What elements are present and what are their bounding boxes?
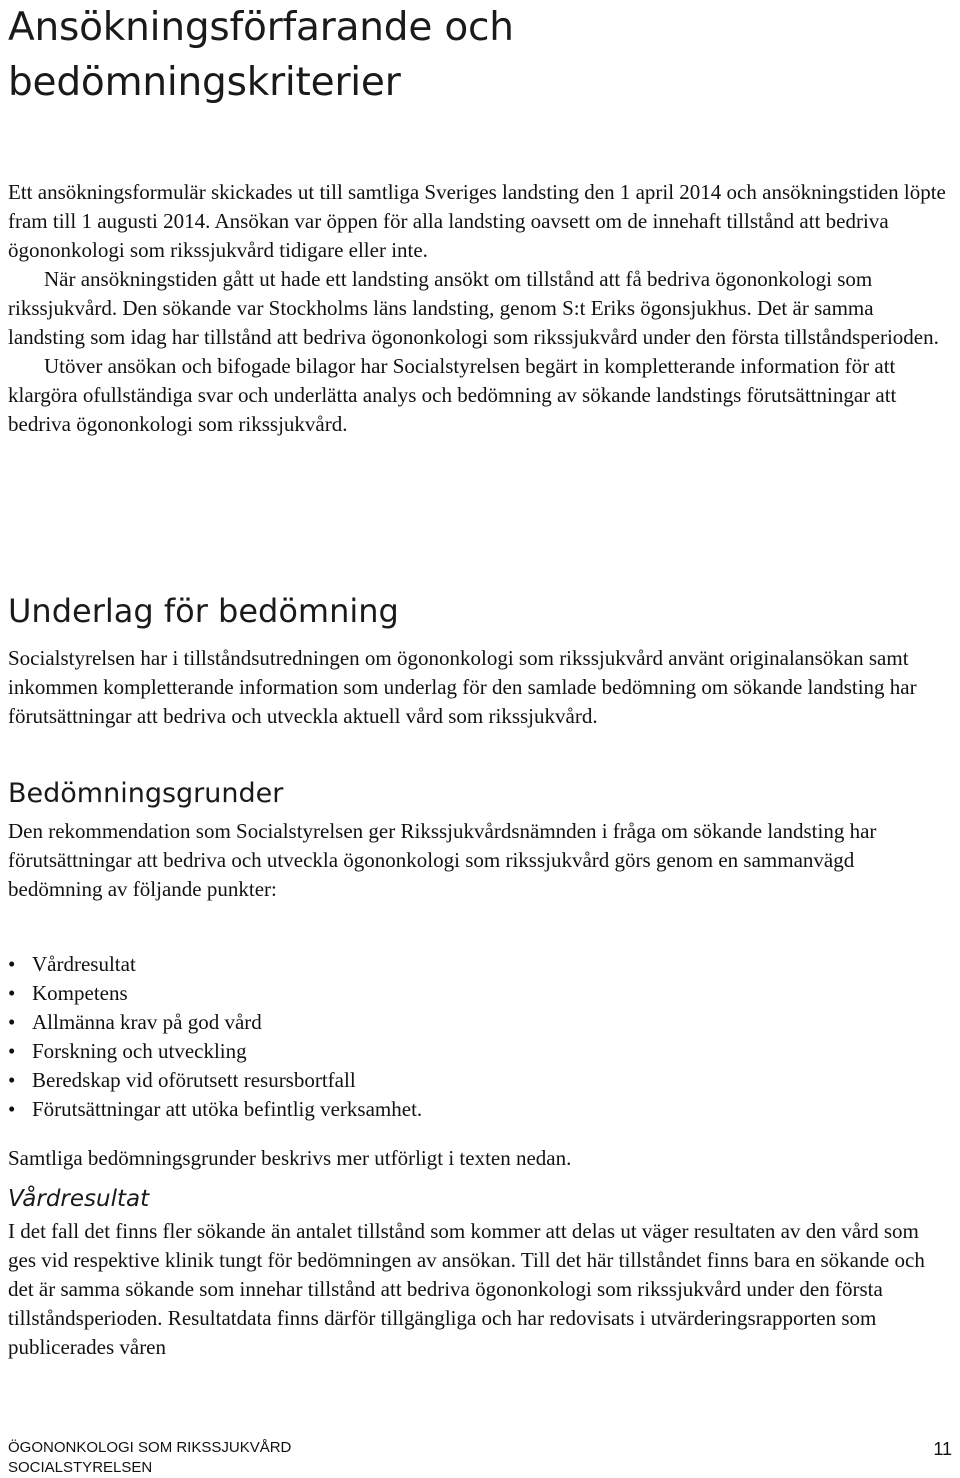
criteria-list <box>8 950 422 1124</box>
list-item <box>8 979 422 1008</box>
page-number: 11 <box>933 1439 952 1459</box>
intro-paragraph-1: Ett ansökningsformulär skickades ut till samtliga Sveriges landsting den 1 april 2014 och ansökningstiden löpte fram till 1 augusti 2014. Ansökan var öppen för alla landsting oavsett om de innehaft tillstånd att bedriva ögononkologi som rikssjukvård tidigare eller inte. <box>8 180 946 262</box>
intro-paragraph-2: När ansökningstiden gått ut hade ett landsting ansökt om tillstånd att få bedriva ögononkologi som rikssjukvård. Den sökande var Stockholms läns landsting, genom S:t Eriks ögonsjukhus. Det är samma landsting som idag har tillstånd att bedriva ögononkologi som rikssjukvård under den första tillståndsperioden. <box>8 267 939 349</box>
page-title-line-1: Ansökningsförfarande och <box>8 5 514 50</box>
list-item-label: Vårdresultat <box>32 952 136 976</box>
list-item-label: Allmänna krav på god vård <box>32 1010 262 1034</box>
list-item <box>8 1095 422 1124</box>
intro-paragraph-3: Utöver ansökan och bifogade bilagor har Socialstyrelsen begärt in kompletterande information för att klargöra ofullständiga svar och underlätta analys och bedömning av sökande landstings förutsättningar att bedriva ögononkologi som rikssjukvård. <box>8 354 897 436</box>
list-item-label: Kompetens <box>32 981 128 1005</box>
heading-underlag: Underlag för bedömning <box>8 592 399 630</box>
list-item <box>8 1037 422 1066</box>
list-item <box>8 950 422 979</box>
document-page <box>8 0 952 1359</box>
vardresultat-paragraph: I det fall det finns fler sökande än antalet tillstånd som kommer att delas ut väger resultaten av den vård som ges vid respektive klinik tungt för bedömningen av ansökan. Till det här tillståndet finns bara en sökande och det är samma sökande som innehar tillstånd att bedriva ögononkologi som rikssjukvård under den första tillståndsperioden. Resultatdata finns därför tillgängliga och har redovisats i utvärderingsrapporten som publicerades våren <box>8 1219 925 1359</box>
list-item <box>8 1066 422 1095</box>
bedomningsgrunder-summary: Samtliga bedömningsgrunder beskrivs mer utförligt i texten nedan. <box>8 1146 572 1170</box>
bullet-icon: • <box>8 1039 16 1063</box>
bullet-icon: • <box>8 1010 16 1034</box>
page-title-line-2: bedömningskriterier <box>8 60 401 105</box>
page-footer <box>8 1438 291 1478</box>
heading-bedomningsgrunder: Bedömningsgrunder <box>8 778 284 809</box>
bedomningsgrunder-paragraph: Den rekommendation som Socialstyrelsen ger Rikssjukvårdsnämnden i fråga om sökande landsting har förutsättningar att bedriva och utveckla ögononkologi som rikssjukvård görs genom en sammanvägd bedömning av följande punkter: <box>8 819 877 901</box>
bullet-icon: • <box>8 1097 16 1121</box>
bullet-icon: • <box>8 1068 16 1092</box>
bullet-icon: • <box>8 952 16 976</box>
footer-report-title: ÖGONONKOLOGI SOM RIKSSJUKVÅRD <box>8 1439 292 1456</box>
underlag-paragraph: Socialstyrelsen har i tillståndsutredningen om ögononkologi som rikssjukvård använt originalansökan samt inkommen kompletterande information som underlag för den samlade bedömning om sökande landsting har förutsättningar att bedriva och utveckla aktuell vård som rikssjukvård. <box>8 646 917 728</box>
footer-publisher: SOCIALSTYRELSEN <box>8 1459 153 1476</box>
list-item-label: Beredskap vid oförutsett resursbortfall <box>32 1068 356 1092</box>
list-item <box>8 1008 422 1037</box>
list-item-label: Forskning och utveckling <box>32 1039 247 1063</box>
heading-vardresultat: Vårdresultat <box>8 1186 150 1212</box>
bullet-icon: • <box>8 981 16 1005</box>
page-title <box>8 0 952 110</box>
list-item-label: Förutsättningar att utöka befintlig verksamhet. <box>32 1097 423 1121</box>
intro-section <box>8 178 948 439</box>
